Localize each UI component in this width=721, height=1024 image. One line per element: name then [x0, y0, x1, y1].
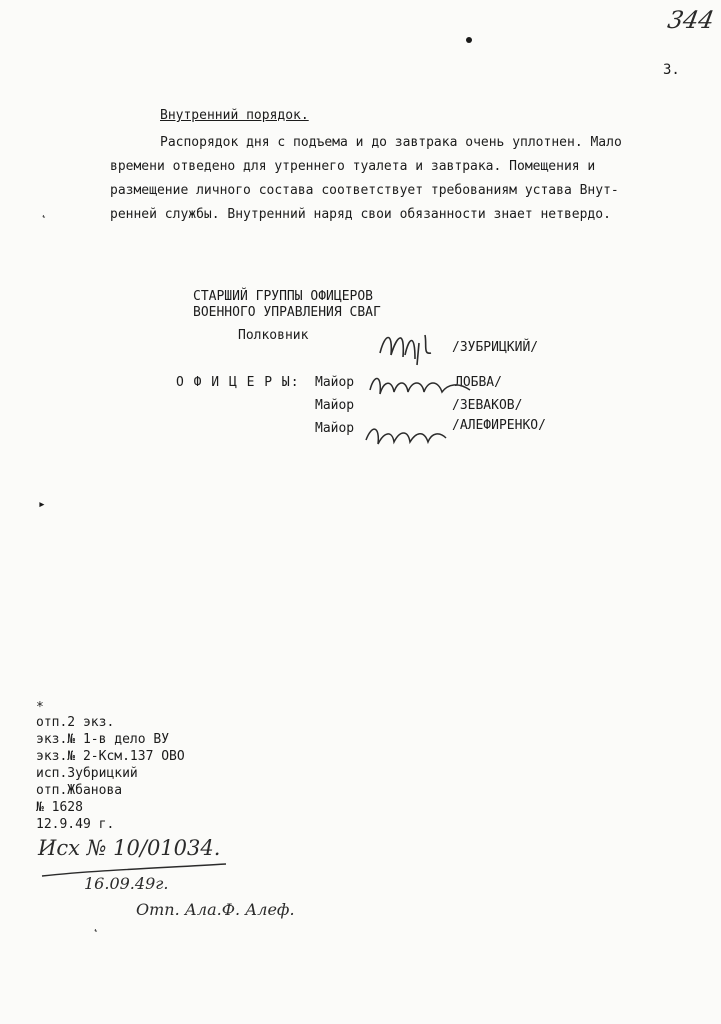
signature-rank: Полковник: [238, 328, 309, 343]
paragraph-line: Распорядок дня с подъема и до завтрака очень уплотнен. Мало: [160, 135, 622, 150]
officer-name: ЛОБВА/: [455, 375, 502, 390]
distribution-notes: [36, 714, 185, 833]
page-number: 3.: [663, 62, 680, 78]
paragraph-line: времени отведено для утреннего туалета и завтрака. Помещения и: [110, 159, 596, 174]
main-paragraph: [110, 131, 700, 227]
officers-label: О Ф И Ц Е Р Ы:: [176, 375, 300, 390]
margin-mark-3: *: [36, 700, 44, 715]
signature-zubritsky: [375, 325, 455, 370]
section-heading: Внутренний порядок.: [160, 108, 309, 123]
officer-name: /АЛЕФИРЕНКО/: [452, 418, 546, 433]
officer-rank: Майор: [315, 421, 355, 436]
margin-mark-1: ˛: [40, 204, 48, 219]
handwritten-outgoing-number: Исх № 10/01034.: [38, 836, 221, 860]
footer-line: отп.Жбанова: [36, 783, 123, 798]
senior-officer-name: /ЗУБРИЦКИЙ/: [452, 340, 539, 355]
signature-title-line2: ВОЕННОГО УПРАВЛЕНИЯ СВАГ: [193, 305, 381, 320]
paragraph-line: ренней службы. Внутренний наряд свои обязанности знает нетвердо.: [110, 207, 611, 222]
margin-mark-4: ˛: [92, 918, 100, 933]
handwritten-initials: Отп. Ала.Ф. Алеф.: [136, 900, 295, 919]
footer-line: № 1628: [36, 800, 83, 815]
paragraph-line: размещение личного состава соответствует требованиям устава Внут-: [110, 183, 619, 198]
archive-number: 344: [665, 6, 717, 34]
punch-mark-top: [466, 37, 472, 43]
officer-rank: Майор: [315, 375, 355, 390]
signature-title-line1: СТАРШИЙ ГРУППЫ ОФИЦЕРОВ: [193, 289, 374, 304]
signature-alefirenko: [362, 418, 452, 453]
officer-rank: Майор: [315, 398, 355, 413]
footer-line: исп.Зубрицкий: [36, 766, 138, 781]
footer-line: экз.№ 2-Ксм.137 ОВО: [36, 749, 185, 764]
footer-line: 12.9.49 г.: [36, 817, 115, 832]
handwritten-date: 16.09.49г.: [84, 874, 169, 893]
footer-line: экз.№ 1-в дело ВУ: [36, 732, 170, 747]
margin-mark-2: ▸: [38, 497, 46, 512]
officer-name: /ЗЕВАКОВ/: [452, 398, 523, 413]
footer-line: отп.2 экз.: [36, 715, 115, 730]
signature-lobva: [366, 370, 476, 405]
